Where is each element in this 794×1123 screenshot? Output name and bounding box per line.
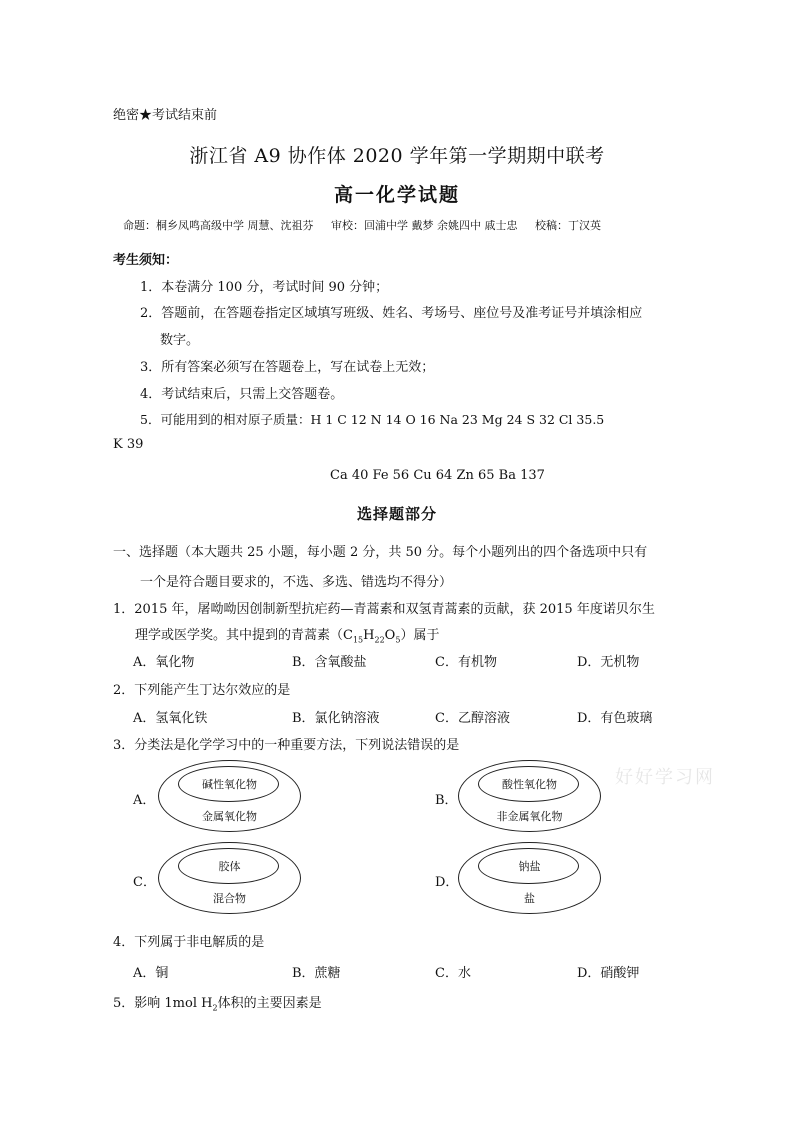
notice-heading: 考生须知： — [113, 253, 179, 268]
q2-option-a[interactable]: A．氢氧化铁 — [133, 711, 208, 726]
q3-b-outer-label: 非金属氧化物 — [496, 810, 563, 823]
q2-stem: 2．下列能产生丁达尔效应的是 — [113, 683, 291, 698]
q5-stem — [113, 992, 322, 1013]
q1-stem: 1．2015 年，屠呦呦因创制新型抗疟药—青蒿素和双氢青蒿素的贡献，获 2015 年度诺贝尔生 — [113, 602, 655, 617]
q3-option-c-diagram[interactable] — [158, 842, 301, 914]
exam-title: 浙江省 A9 协作体 2020 学年第一学期期中联考 — [189, 145, 605, 167]
staff-proofreader: 校稿：丁汉英 — [535, 219, 601, 232]
q1-stem-cont — [135, 624, 439, 645]
q3-option-c-letter[interactable]: C． — [133, 875, 156, 890]
notice-item-3: 3．所有答案必须写在答题卷上，写在试卷上无效； — [140, 360, 435, 375]
notice-item-4: 4．考试结束后，只需上交答题卷。 — [140, 387, 344, 402]
q3-d-inner-label: 钠盐 — [518, 860, 541, 873]
q4-option-d[interactable]: D．硝酸钾 — [577, 966, 640, 981]
confidential-label: 绝密★考试结束前 — [113, 108, 218, 123]
staff-reviewer: 审校：回浦中学 戴梦 余姚四中 戚士忠 — [331, 219, 518, 232]
q3-option-d-diagram[interactable] — [458, 842, 601, 914]
q4-option-c[interactable]: C．水 — [435, 966, 471, 981]
q1-option-b[interactable]: B．含氧酸盐 — [292, 655, 367, 670]
q5-sub: 2 — [212, 1003, 218, 1013]
exam-subtitle: 高一化学试题 — [333, 184, 460, 206]
q2-option-c[interactable]: C．乙醇溶液 — [435, 711, 510, 726]
q1-text-post: ）属于 — [400, 628, 440, 643]
section-title: 选择题部分 — [356, 505, 437, 523]
q1-sub-c: 15 — [352, 635, 364, 645]
q3-c-inner-label: 胶体 — [218, 860, 241, 873]
q1-text-o: O — [384, 628, 396, 643]
section-intro: 一、选择题（本大题共 25 小题，每小题 2 分，共 50 分。每个小题列出的四个备选项中只有 — [113, 545, 648, 560]
notice-item-2: 2．答题前，在答题卷指定区域填写班级、姓名、考场号、座位号及准考证号并填涂相应 — [140, 306, 643, 321]
notice-item-5-cont: Ca 40 Fe 56 Cu 64 Zn 65 Ba 137 — [330, 468, 545, 483]
q3-option-d-letter[interactable]: D． — [435, 875, 459, 890]
q1-sub-o: 5 — [395, 635, 401, 645]
q1-sub-h: 22 — [374, 635, 385, 645]
q1-option-a[interactable]: A．氧化物 — [133, 655, 195, 670]
notice-item-5: 5．可能用到的相对原子质量：H 1 C 12 N 14 O 16 Na 23 Mg 24 S 32 Cl 35.5 — [140, 412, 605, 427]
notice-item-5-k: K 39 — [113, 437, 144, 452]
q3-option-b-diagram[interactable] — [458, 760, 601, 832]
q3-option-a-diagram[interactable] — [158, 760, 301, 832]
section-intro-cont: 一个是符合题目要求的，不选、多选、错选均不得分） — [140, 575, 453, 590]
q3-option-a-letter[interactable]: A． — [133, 793, 156, 808]
q3-a-outer-label: 金属氧化物 — [202, 810, 257, 823]
q4-option-a[interactable]: A．铜 — [133, 966, 169, 981]
notice-item-1: 1．本卷满分 100 分，考试时间 90 分钟； — [140, 280, 389, 295]
q4-stem: 4．下列属于非电解质的是 — [113, 935, 265, 950]
q5-text-post: 体积的主要因素是 — [217, 996, 322, 1011]
q5-text-pre: 5．影响 1mol H — [113, 996, 213, 1011]
q3-d-outer-label: 盐 — [524, 892, 535, 905]
q2-option-d[interactable]: D．有色玻璃 — [577, 711, 653, 726]
q1-text-h: H — [363, 628, 375, 643]
q3-option-b-letter[interactable]: B． — [435, 793, 458, 808]
q2-option-b[interactable]: B．氯化钠溶液 — [292, 711, 380, 726]
q3-a-inner-label: 碱性氧化物 — [202, 778, 257, 791]
q1-option-d[interactable]: D．无机物 — [577, 655, 640, 670]
q1-option-c[interactable]: C．有机物 — [435, 655, 497, 670]
q4-option-b[interactable]: B．蔗糖 — [292, 966, 341, 981]
q1-text-pre: 理学或医学奖。其中提到的青蒿素（C — [135, 628, 353, 643]
q3-c-outer-label: 混合物 — [213, 892, 246, 905]
q3-stem: 3．分类法是化学学习中的一种重要方法，下列说法错误的是 — [113, 738, 460, 753]
q3-b-inner-label: 酸性氧化物 — [502, 778, 557, 791]
staff-line — [123, 217, 615, 233]
watermark-text: 好好学习网 — [615, 767, 715, 788]
staff-author: 命题：桐乡凤鸣高级中学 周慧、沈祖芬 — [123, 219, 314, 232]
notice-item-2-cont: 数字。 — [160, 333, 200, 348]
